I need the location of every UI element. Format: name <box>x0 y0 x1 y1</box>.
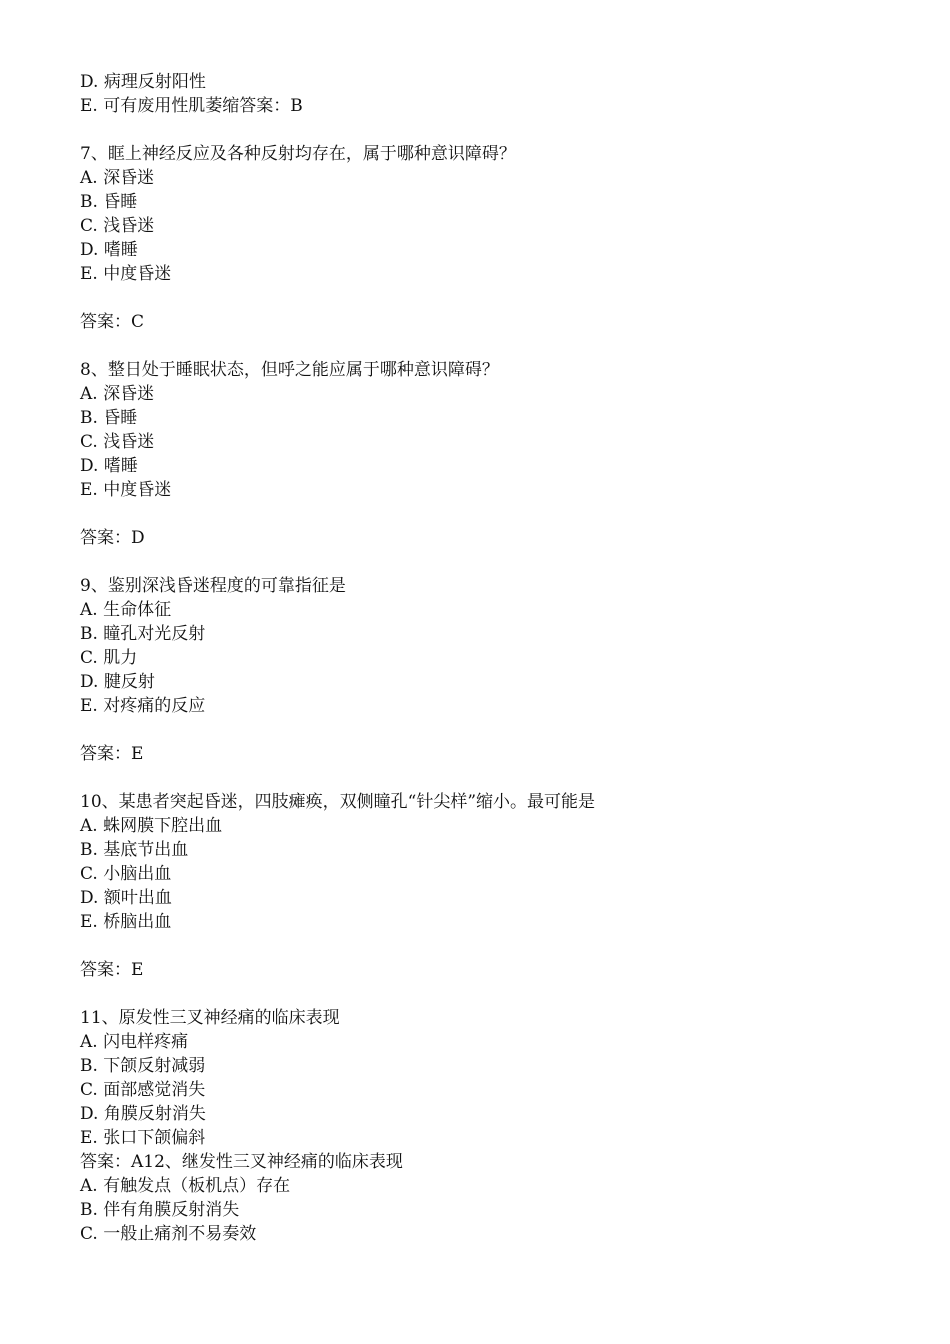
option-line: A. 闪电样疼痛 <box>80 1032 189 1052</box>
option-line: D. 角膜反射消失 <box>80 1104 206 1124</box>
blank-line <box>80 934 900 958</box>
blank-line <box>80 982 900 1006</box>
option-line: B. 昏睡 <box>80 192 138 212</box>
document-page <box>80 70 900 1246</box>
question-7: 7、眶上神经反应及各种反射均存在，属于哪种意识障碍？ <box>80 144 516 164</box>
blank-line <box>80 718 900 742</box>
option-line: C. 肌力 <box>80 648 138 668</box>
option-line: C. 浅昏迷 <box>80 216 155 236</box>
option-line: E. 张口下颌偏斜 <box>80 1128 206 1148</box>
option-line: D. 嗜睡 <box>80 456 138 476</box>
option-line: A. 蛛网膜下腔出血 <box>80 816 223 836</box>
text-line: D. 病理反射阳性 <box>80 72 206 92</box>
option-line: B. 基底节出血 <box>80 840 189 860</box>
text-line: E. 可有废用性肌萎缩答案：B <box>80 96 303 116</box>
option-line: E. 桥脑出血 <box>80 912 172 932</box>
option-line: B. 伴有角膜反射消失 <box>80 1200 240 1220</box>
question-8: 8、整日处于睡眠状态，但呼之能应属于哪种意识障碍？ <box>80 360 499 380</box>
option-line: C. 浅昏迷 <box>80 432 155 452</box>
question-9: 9、鉴别深浅昏迷程度的可靠指征是 <box>80 576 346 596</box>
answer-line: 答案：E <box>80 960 144 980</box>
option-line: A. 深昏迷 <box>80 168 155 188</box>
answer-line: 答案：D <box>80 528 145 548</box>
option-line: C. 小脑出血 <box>80 864 172 884</box>
option-line: A. 深昏迷 <box>80 384 155 404</box>
blank-line <box>80 118 900 142</box>
option-line: B. 瞳孔对光反射 <box>80 624 206 644</box>
blank-line <box>80 766 900 790</box>
option-line: D. 额叶出血 <box>80 888 172 908</box>
answer-line: 答案：C <box>80 312 145 332</box>
option-line: B. 昏睡 <box>80 408 138 428</box>
option-line: C. 面部感觉消失 <box>80 1080 206 1100</box>
blank-line <box>80 502 900 526</box>
answer-line: 答案：E <box>80 744 144 764</box>
blank-line <box>80 334 900 358</box>
question-10: 10、某患者突起昏迷，四肢瘫痪，双侧瞳孔“针尖样”缩小。最可能是 <box>80 792 596 812</box>
blank-line <box>80 286 900 310</box>
option-line: A. 有触发点（板机点）存在 <box>80 1176 291 1196</box>
option-line: D. 腱反射 <box>80 672 155 692</box>
blank-line <box>80 550 900 574</box>
option-line: E. 中度昏迷 <box>80 264 172 284</box>
question-11: 11、原发性三叉神经痛的临床表现 <box>80 1008 340 1028</box>
option-line: D. 嗜睡 <box>80 240 138 260</box>
answer-and-question-12: 答案：A12、继发性三叉神经痛的临床表现 <box>80 1152 403 1172</box>
option-line: A. 生命体征 <box>80 600 172 620</box>
option-line: E. 对疼痛的反应 <box>80 696 206 716</box>
option-line: C. 一般止痛剂不易奏效 <box>80 1224 257 1244</box>
option-line: B. 下颌反射减弱 <box>80 1056 206 1076</box>
option-line: E. 中度昏迷 <box>80 480 172 500</box>
